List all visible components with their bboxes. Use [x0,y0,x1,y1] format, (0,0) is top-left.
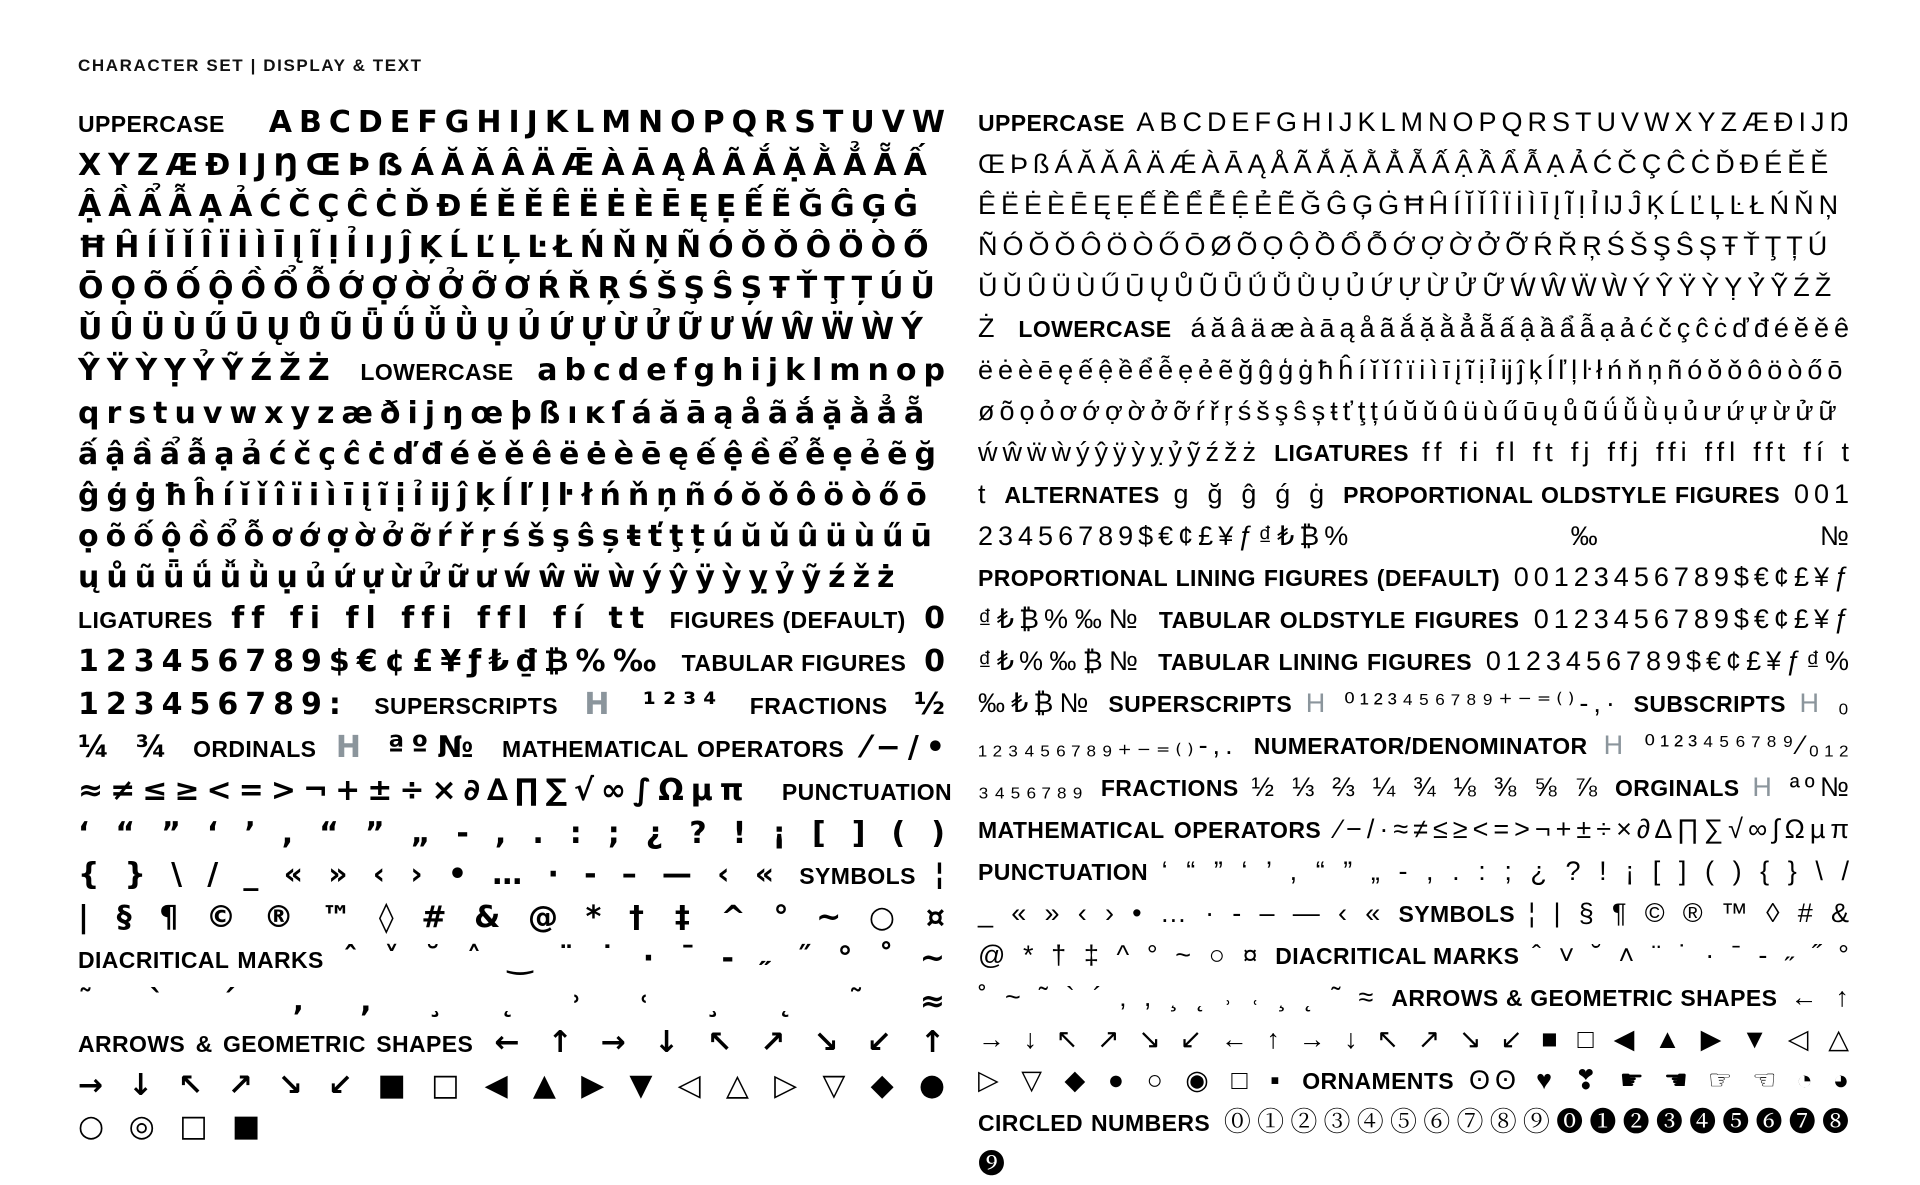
glyph-run-mathematical-operators: ⁄−/•≈≠≤≥<=>¬+±÷×∂∆∏∑√∞∫Ωµπ [78,730,952,808]
glyph-run-arrows-geometric-shapes: ← ↑ → ↓ ↖ ↗ ↘ ↙ ← ↑ → ↓ ↖ ↗ ↘ ↙ ■ □ ◀ ▲ ▶ ▼ ◁ △ ▷ ▽ ◆ ● ○ ◉ □ ▪ [978,982,1854,1095]
glyph-run-superscripts: ¹²³⁴ [642,687,724,722]
glyph-run-proportional-lining-figures-default: 00123456789$€¢£¥ƒ₫₺₿%‰№ [978,562,1854,634]
section-label-mathematical-operators: MATHEMATICAL OPERATORS [978,817,1322,843]
section-label-ligatures: LIGATURES [78,607,213,633]
glyph-run-uppercase: ABCDEFGHIJKLMNOPQRSTUVWXYZÆÐIJŊŒÞßÁĂǍÂÄǼÀĀĄÅÃẮẶẰẲẴẤẬẦẨẪẠẢĆČÇĈĊĎĐÉĔĚÊËĖÈĒĘẸẾỀỂỄỆẺẼĞĜĢĠĦĤÍĬǏÎÏİÌĪĮĨỊỈĲĴĶĹĽĻĿŁŃŇŅÑÓŎǑÔÖÒŐŌØÕỌỘỒỔỖỚỢỜỞỠŔŘŖŚŠŞŜȘŦŤŢȚÚŬǓÛÜÙŰŪŲŮŨǕǗǙǛỤỦỨỰỪỬỮẂŴẄẀÝŶŸỲỴỶỸŹŽŻ [978,107,1854,343]
glyph-run-tabular-lining-figures: 0123456789$€¢£¥ƒ₫%‰₺₿№ [978,646,1854,718]
section-label-tabular-figures: TABULAR FIGURES [681,650,907,676]
section-label-proportional-oldstyle-figures: PROPORTIONAL OLDSTYLE FIGURES [1343,482,1781,508]
section-label-fractions: FRACTIONS [749,693,888,719]
glyph-run-circled-numbers: ⓪①②③④⑤⑥⑦⑧⑨⓿❶❷❸❹❺❻❼❽❾ [978,1107,1854,1179]
glyph-run-tabular-figures: 0123456789: [78,644,953,722]
section-label-lowercase: LOWERCASE [360,359,514,385]
section-label-alternates: ALTERNATES [1004,482,1160,508]
glyph-run-arrows-geometric-shapes: ← ↑ → ↓ ↖ ↗ ↘ ↙ ↑ → ↓ ↖ ↗ ↘ ↙ ■ □ ◀ ▲ ▶ ▼ ◁ △ ▷ ▽ ◆ ● ○ ◎ □ ■ [78,1025,952,1144]
placeholder-glyph-numerator-denominator: H [1603,730,1629,760]
section-label-arrows-geometric-shapes: ARROWS & GEOMETRIC SHAPES [1391,985,1778,1011]
section-label-symbols: SYMBOLS [799,863,916,889]
glyph-run-fractions: ½ ⅓ ⅔ ¼ ¾ ⅛ ⅜ ⅝ ⅞ [1251,772,1603,802]
section-label-ornaments: ORNAMENTS [1302,1068,1455,1094]
section-label-orginals: ORGINALS [1614,775,1740,801]
section-label-tabular-lining-figures: TABULAR LINING FIGURES [1158,649,1473,675]
glyph-run-punctuation: ‘ “ ” ‘ ’ , “ ” „ - , . : ; ¿ ? ! ¡ [ ] ( ) { } \ / _ « » ‹ › • … · ‐ – — ‹ « [78,816,952,892]
section-label-symbols: SYMBOLS [1398,901,1515,927]
section-label-superscripts: SUPERSCRIPTS [374,693,558,719]
glyph-run-diacritical-marks: ˆ ˅ ˘ ˄ ¨ ˙ · ˉ ‐ ˶ ˝ ° ˚ ~ ˜ ` ´ ‚ , ¸ ˛ ˒ ˓ ¸ ˛ ˜ ≈ [978,940,1854,1012]
glyph-run-mathematical-operators: ⁄−/·≈≠≤≥<=>¬+±÷×∂∆∏∑√∞∫Ωµπ [1336,814,1854,844]
glyph-run-tabular-oldstyle-figures: 0123456789$€¢£¥ƒ₫₺%‰₿№ [978,604,1854,676]
glyph-run-symbols: ¦ | § ¶ © ® ™ ◊ # & @ * † ‡ ^ ° ~ ○ ¤ [78,857,952,935]
glyph-run-symbols: ¦ | § ¶ © ® ™ ◊ # & @ * † ‡ ^ ° ~ ○ ¤ [978,898,1854,970]
section-label-uppercase: UPPERCASE [978,110,1125,136]
placeholder-glyph-orginals: H [1752,772,1777,802]
glyph-run-lowercase: abcdefghijklmnopqrstuvwxyzæðijŋœþßıĸſáăāąåãắặằẳẵấậầẩẫạảćčçĉċďđéĕěêëėèēęếệềểễẹẻẽğĝģġħĥíĭǐîïiìīįĩịỉĳĵķĺľļŀłńňņñóŏǒôöòőōọõốộồổỗơớợờởỡŕřŗśšşŝșŧťţțúŭǔûüùűūųůũǖǘǚǜụủứựừửữưẃŵẅẁýŷÿỳỵỷỹźžż [78,353,952,595]
glyph-run-superscripts: ⁰¹²³⁴⁵⁶⁷⁸⁹⁺⁻⁼⁽⁾‐,· [1343,688,1620,718]
section-label-punctuation: PUNCTUATION [781,779,952,805]
section-label-figures-default: FIGURES (DEFAULT) [669,607,906,633]
section-label-uppercase: UPPERCASE [78,111,225,137]
glyph-run-ordinals: ªº№ [387,730,483,765]
section-label-tabular-oldstyle-figures: TABULAR OLDSTYLE FIGURES [1158,607,1520,633]
section-label-circled-numbers: CIRCLED NUMBERS [978,1110,1211,1136]
section-label-proportional-lining-figures-default: PROPORTIONAL LINING FIGURES (DEFAULT) [978,565,1501,591]
glyph-run-figures-default: 0123456789$€¢£¥ƒ₺₫₿%‰ [78,601,952,679]
glyph-run-ligatures: ff fi fl ft fj ffj ffi ffl fft fí tt [978,437,1854,509]
glyph-run-ornaments: ʘʘ ♥ ❣ ☛ ☚ ☞ ☜ ◔ ◕ [1469,1065,1854,1095]
glyph-run-numerator-denominator: ⁰¹²³⁴⁵⁶⁷⁸⁹⁄₀₁₂₃₄₅₆₇₈₉ [978,730,1854,802]
section-label-superscripts: SUPERSCRIPTS [1108,691,1293,717]
glyph-run-ligatures: ff fi fl ffi ffl fí tt [231,601,652,636]
section-label-mathematical-operators: MATHEMATICAL OPERATORS [501,736,845,762]
glyph-run-punctuation: ‘ “ ” ‘ ’ , “ ” „ - , . : ; ¿ ? ! ¡ [ ] ( ) { } \ / _ « » ‹ › • … · ‐ – — ‹ « [978,856,1854,928]
placeholder-glyph-superscripts: H [584,687,617,722]
section-label-subscripts: SUBSCRIPTS [1633,691,1786,717]
glyph-run-diacritical-marks: ˆ ˅ ˘ ˄ ‿ ¨ ˙ · ˉ ‐ ˶ ˝ ° ˚ ~ ˜ ` ´ ‚ , ¸ ˛ ˒ ˓ ¸ ˛ ˜ ≈ [78,941,952,1019]
section-label-arrows-geometric-shapes: ARROWS & GEOMETRIC SHAPES [78,1031,474,1057]
glyph-run-orginals: ªº№ [1789,772,1854,802]
section-label-numerator-denominator: NUMERATOR/DENOMINATOR [1253,733,1588,759]
glyph-run-uppercase: ABCDEFGHIJKLMNOPQRSTUVWXYZÆÐIJŊŒÞẞÁĂǍÂÄǢÀĀĄÅÃẮẶẰẲẴẤẬẦẨẪẠẢĆČÇĈĊĎĐÉĔĚÊËĖÈĒĘẸẾẼĞĜĢĠĦĤÍĬǏÎÏİÌĪĮĨỊỈIJĴĶĹĽĻĿŁŃŇŅÑÓŎǑÔÖÒŐŌỌÕỐỘỒỔỖỚỢỜỞỠƠŔŘŖŚŠŞŜȘŦŤŢȚÚŬǓÛÜÙŰŪŲŮŨǕǗǙǛỤỦỨỰỪỬỮƯẂŴẄẀÝŶŸỲỴỶỸŹŽŻ [78,105,952,388]
placeholder-glyph-subscripts: H [1799,688,1825,718]
character-set-columns [78,102,1854,1185]
display-character-set-column [78,102,952,1147]
glyph-run-lowercase: áăâäæàāąåãắặằẳẵấậầẩẫạảćčçĉċďđéĕěêëėèēęếệềểễẹẻẽğĝģġħĥíĭǐîïiìīįĩịỉĳĵķĺľļŀłńňņñóŏǒôöòőōøõọỏơớợờởỡŕřŗśšşŝșŧťţțúŭǔûüùűūųůũǘǚǜụủưứựừửữẃŵẅẁýŷÿỳỵỷỹźžż [978,313,1854,467]
section-label-ordinals: ORDINALS [193,736,317,762]
section-label-lowercase: LOWERCASE [1018,316,1172,342]
page-title: CHARACTER SET | DISPLAY & TEXT [78,56,423,75]
glyph-run-proportional-oldstyle-figures: 00123456789$€¢£¥ƒ₫₺₿%‰№ [978,479,1854,551]
glyph-run-alternates: g ğ ĝ ǵ ġ [1173,479,1330,509]
section-label-fractions: FRACTIONS [1100,775,1239,801]
placeholder-glyph-superscripts: H [1305,688,1331,718]
section-label-punctuation: PUNCTUATION [978,859,1149,885]
placeholder-glyph-ordinals: H [335,730,368,765]
glyph-run-subscripts: ₀₁₂₃₄₅₆₇₈₉₊₋₌₍₎‐,. [978,688,1854,760]
section-label-ligatures: LIGATURES [1274,440,1409,466]
section-label-diacritical-marks: DIACRITICAL MARKS [1275,943,1520,969]
glyph-run-fractions: ½ ¼ ¾ [78,687,952,765]
text-character-set-column [978,102,1854,1185]
section-label-diacritical-marks: DIACRITICAL MARKS [78,947,324,973]
